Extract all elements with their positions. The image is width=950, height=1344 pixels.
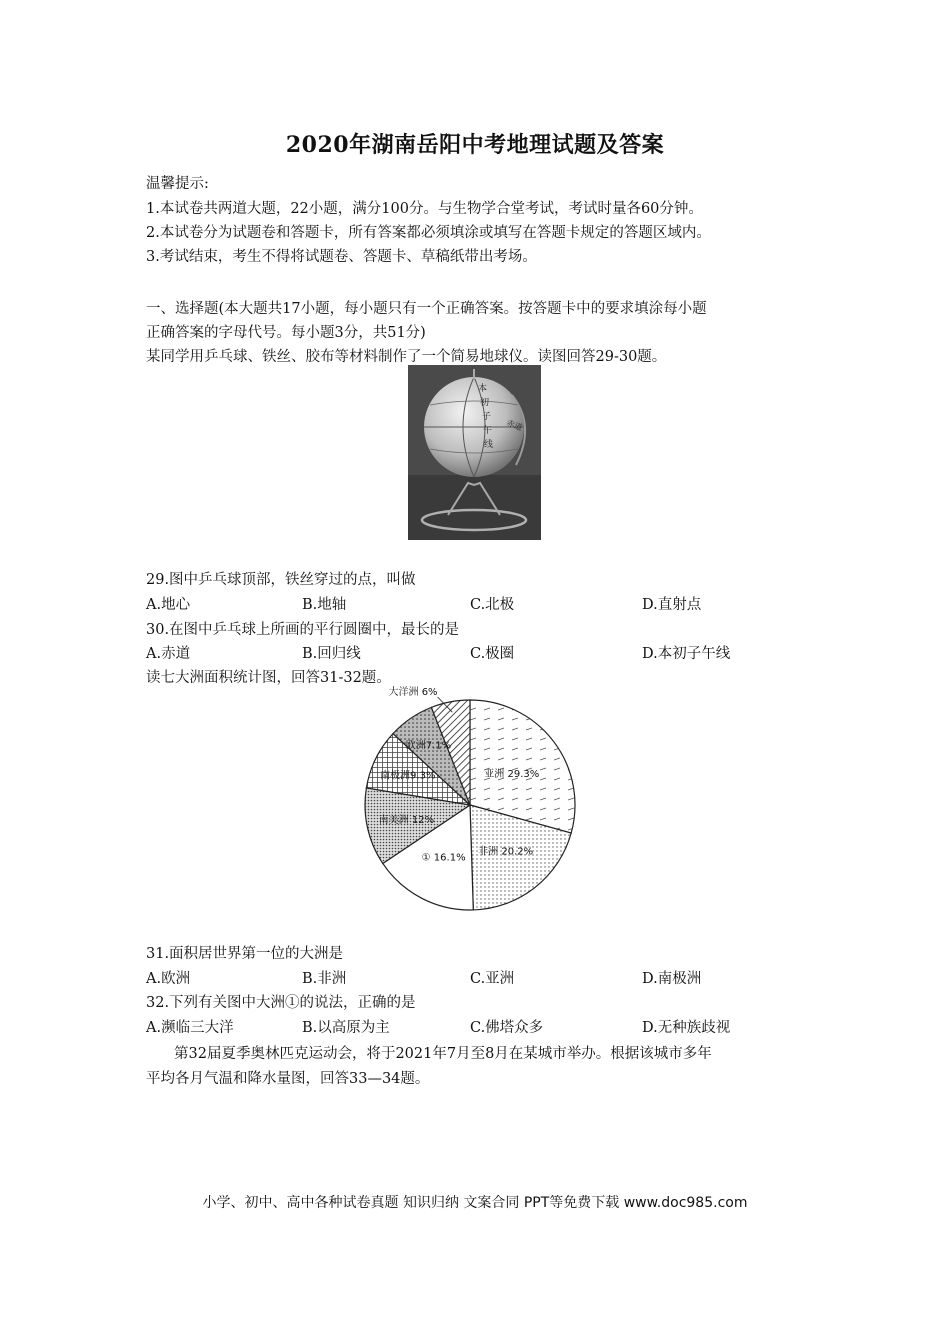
tip-item-1: 1.本试卷共两道大题，22小题，满分100分。与生物学合堂考试，考试时量各60分钟。 xyxy=(146,201,703,217)
option-b[interactable]: B.以高原为主 xyxy=(302,1020,390,1036)
pie-slice-label: ① 16.1% xyxy=(421,852,466,864)
globe-label-3: 子 xyxy=(482,412,492,422)
option-c[interactable]: C.佛塔众多 xyxy=(470,1020,544,1036)
tips-heading: 温馨提示: xyxy=(146,176,209,192)
globe-label-4: 午 xyxy=(483,426,493,436)
option-b[interactable]: B.非洲 xyxy=(302,971,347,987)
continent-area-pie-chart xyxy=(355,685,585,915)
olympics-para-line2: 平均各月气温和降水量图，回答33—34题。 xyxy=(146,1071,430,1087)
option-d[interactable]: D.南极洲 xyxy=(642,971,702,987)
question-31-options xyxy=(146,967,826,989)
option-c[interactable]: C.极圈 xyxy=(470,646,515,662)
question-29-options xyxy=(146,593,826,615)
globe-label-5: 线 xyxy=(484,440,494,450)
pie-intro: 读七大洲面积统计图，回答31-32题。 xyxy=(146,670,391,686)
option-c[interactable]: C.北极 xyxy=(470,597,515,613)
equator-label: 赤道 xyxy=(505,418,524,433)
question-29-stem: 29.图中乒乓球顶部，铁丝穿过的点，叫做 xyxy=(146,572,416,588)
tip-item-3: 3.考试结束，考生不得将试题卷、答题卡、草稿纸带出考场。 xyxy=(146,249,537,265)
option-a[interactable]: A.地心 xyxy=(146,597,191,613)
pie-slice-label: 南极洲9.3% xyxy=(380,770,436,782)
page-title: 2020年湖南岳阳中考地理试题及答案 xyxy=(285,132,665,158)
option-b[interactable]: B.地轴 xyxy=(302,597,347,613)
globe-label-1: 本 xyxy=(478,384,488,394)
pie-slice-label: 非洲 20.2% xyxy=(478,846,534,858)
pie-slice-label: 大洋洲 6% xyxy=(388,687,438,698)
question-32-options xyxy=(146,1016,826,1038)
option-b[interactable]: B.回归线 xyxy=(302,646,361,662)
globe-label-2: 初 xyxy=(480,398,490,408)
pie-slice-label: 南美洲 12% xyxy=(378,814,435,826)
option-d[interactable]: D.无种族歧视 xyxy=(642,1020,731,1036)
option-d[interactable]: D.本初子午线 xyxy=(642,646,731,662)
page-footer: 小学、初中、高中各种试卷真题 知识归纳 文案合同 PPT等免费下载 www.doc985.com xyxy=(202,1195,748,1211)
question-30-options xyxy=(146,642,826,664)
pie-slice-label: 亚洲 29.3% xyxy=(484,769,540,781)
section-heading-line2: 正确答案的字母代号。每小题3分，共51分) xyxy=(146,325,426,341)
question-31-stem: 31.面积居世界第一位的大洲是 xyxy=(146,946,344,962)
question-32-stem: 32.下列有关图中大洲①的说法，正确的是 xyxy=(146,995,416,1011)
tip-item-2: 2.本试卷分为试题卷和答题卡，所有答案都必须填涂或填写在答题卡规定的答题区域内。 xyxy=(146,225,711,241)
globe-intro: 某同学用乒乓球、铁丝、胶布等材料制作了一个简易地球仪。读图回答29-30题。 xyxy=(146,349,667,365)
question-30-stem: 30.在图中乒乓球上所画的平行圆圈中，最长的是 xyxy=(146,622,460,638)
olympics-para-line1: 第32届夏季奥林匹克运动会，将于2021年7月至8月在某城市举办。根据该城市多年 xyxy=(174,1046,712,1062)
pie-slice-label: 欧洲7.1% xyxy=(405,740,452,752)
option-a[interactable]: A.欧洲 xyxy=(146,971,191,987)
option-d[interactable]: D.直射点 xyxy=(642,597,702,613)
section-heading-line1: 一、选择题(本大题共17小题，每小题只有一个正确答案。按答题卡中的要求填涂每小题 xyxy=(146,301,707,317)
globe-photo xyxy=(408,365,541,540)
option-c[interactable]: C.亚洲 xyxy=(470,971,515,987)
option-a[interactable]: A.赤道 xyxy=(146,646,191,662)
option-a[interactable]: A.濒临三大洋 xyxy=(146,1020,234,1036)
